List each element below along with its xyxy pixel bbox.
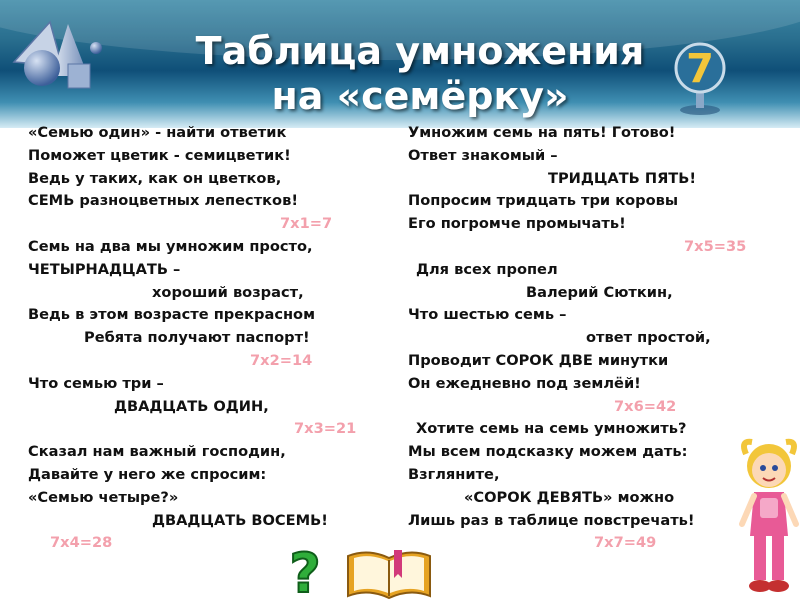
poem-left-column (28, 122, 400, 555)
girl-character-illustration (738, 432, 800, 600)
slide-title-line-2: на «семёрку» (271, 74, 569, 118)
poem-line: Семь на два мы умножим просто, (28, 237, 313, 255)
question-mark-icon (282, 544, 328, 600)
poem-line: Взгляните, (408, 465, 500, 483)
poem-line: Что семью три – (28, 374, 164, 392)
open-book-icon (344, 548, 434, 600)
poem-line: Попросим тридцать три коровы (408, 192, 679, 210)
poem-line: Умножим семь на пять! Готово! (408, 124, 676, 141)
poem-line: Поможет цветик - семицветик! (28, 146, 291, 164)
poem-line: Его погромче промычать! (408, 215, 626, 233)
poem-line: Он ежедневно под землёй! (408, 374, 641, 392)
formula-label: 7х7=49 (594, 534, 657, 552)
poem-line: «Семью четыре?» (28, 488, 179, 506)
poem-line: Проводит СОРОК ДВЕ минутки (408, 351, 669, 369)
poem-line: СЕМЬ разноцветных лепестков! (28, 192, 298, 210)
title-banner (0, 0, 800, 128)
poem-line: Ребята получают паспорт! (84, 329, 310, 347)
poem-line: ответ простой, (586, 329, 711, 347)
slide-title-line-1: Таблица умножения (195, 29, 645, 73)
geometric-shapes-icon (10, 18, 106, 98)
poem-line: Лишь раз в таблице повстречать! (408, 511, 695, 529)
poem-line: Хотите семь на семь умножить? (416, 420, 687, 438)
poem-right-column (408, 122, 752, 555)
poem-line: Валерий Сюткин, (526, 283, 673, 301)
poem-line: Что шестью семь – (408, 306, 567, 324)
formula-label: 7х1=7 (280, 215, 333, 233)
poem-line: хороший возраст, (152, 283, 304, 301)
formula-label: 7х2=14 (250, 351, 313, 369)
poem-line: ЧЕТЫРНАДЦАТЬ – (28, 260, 181, 278)
formula-label: 7х4=28 (50, 534, 113, 552)
svg-text:7: 7 (686, 46, 714, 92)
formula-label: 7х3=21 (294, 420, 357, 438)
number-seven-icon (672, 38, 728, 116)
poem-line: ТРИДЦАТЬ ПЯТЬ! (548, 169, 697, 187)
formula-label: 7х5=35 (684, 237, 747, 255)
poem-line: ДВАДЦАТЬ ОДИН, (114, 397, 269, 415)
poem-line: ДВАДЦАТЬ ВОСЕМЬ! (152, 511, 328, 529)
svg-text:?: ? (289, 544, 321, 600)
poem-line: Ответ знакомый – (408, 146, 558, 164)
poem-line: Для всех пропел (416, 260, 558, 278)
poem-line: «СОРОК ДЕВЯТЬ» можно (464, 488, 675, 506)
poem-line: Ведь в этом возрасте прекрасном (28, 306, 316, 324)
poem-line: Давайте у него же спросим: (28, 465, 267, 483)
poem-line: Ведь у таких, как он цветков, (28, 169, 282, 187)
poem-line: Мы всем подсказку можем дать: (408, 443, 688, 461)
poem-line: «Семью один» - найти ответик (28, 124, 287, 141)
formula-label: 7х6=42 (614, 397, 677, 415)
poem-line: Сказал нам важный господин, (28, 443, 286, 461)
